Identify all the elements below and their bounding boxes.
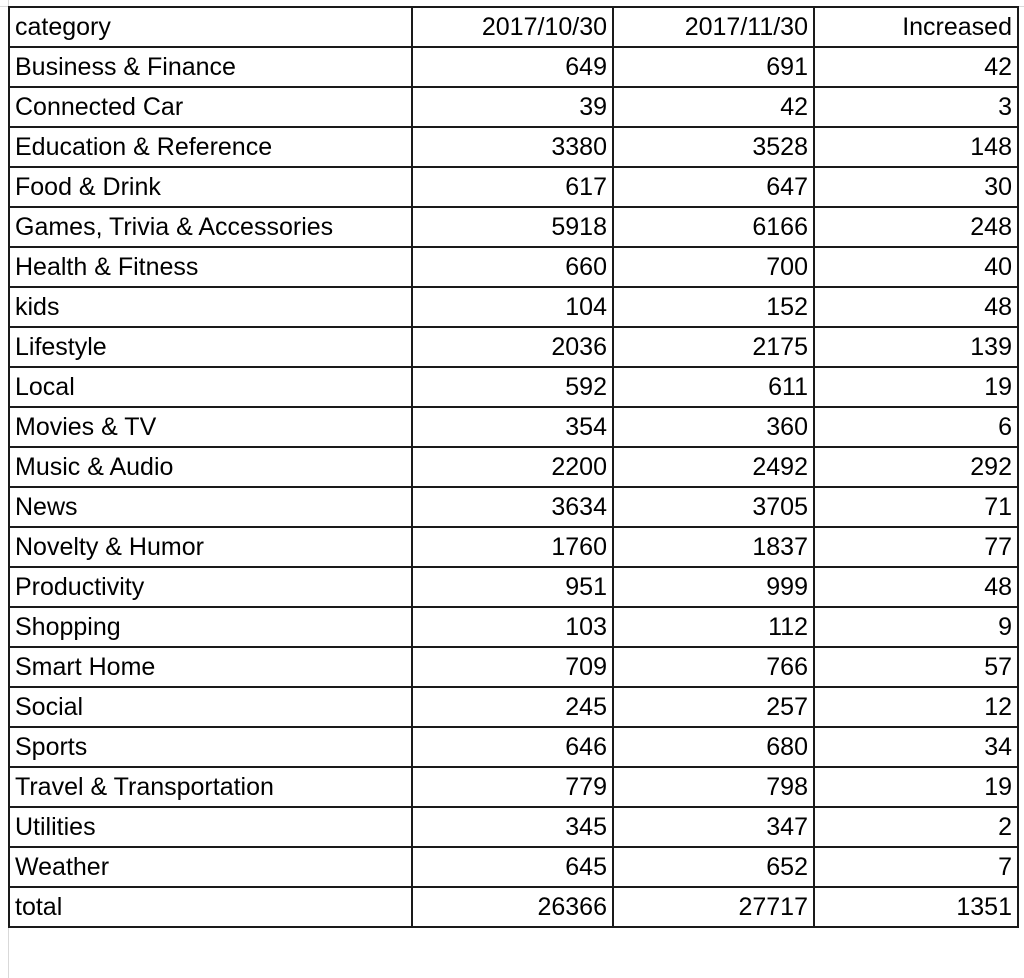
cell-count-2017-11-30[interactable]: 798 [613,767,814,807]
cell-category[interactable]: Smart Home [9,647,412,687]
cell-count-2017-11-30[interactable]: 360 [613,407,814,447]
cell-category[interactable]: Connected Car [9,87,412,127]
cell-count-2017-10-30[interactable]: 617 [412,167,613,207]
header-row [9,7,1018,47]
cell-increased[interactable]: 3 [814,87,1018,127]
table-row [9,247,1018,287]
table-row [9,847,1018,887]
cell-count-2017-11-30[interactable]: 700 [613,247,814,287]
cell-increased[interactable]: 77 [814,527,1018,567]
cell-category[interactable]: Local [9,367,412,407]
table-row [9,407,1018,447]
cell-increased[interactable]: 42 [814,47,1018,87]
table-row [9,887,1018,927]
cell-increased[interactable]: 9 [814,607,1018,647]
table-row [9,607,1018,647]
cell-category[interactable]: Utilities [9,807,412,847]
cell-count-2017-10-30[interactable]: 2036 [412,327,613,367]
table-body [9,47,1018,927]
header-cell-date-1[interactable]: 2017/10/30 [412,7,613,47]
cell-count-2017-10-30[interactable]: 779 [412,767,613,807]
cell-category[interactable]: Weather [9,847,412,887]
table-row [9,327,1018,367]
cell-category[interactable]: Social [9,687,412,727]
cell-category[interactable]: kids [9,287,412,327]
cell-count-2017-11-30[interactable]: 2175 [613,327,814,367]
cell-count-2017-10-30[interactable]: 354 [412,407,613,447]
cell-category[interactable]: Music & Audio [9,447,412,487]
cell-count-2017-11-30[interactable]: 1837 [613,527,814,567]
table-row [9,767,1018,807]
cell-count-2017-11-30[interactable]: 3528 [613,127,814,167]
header-cell-date-2[interactable]: 2017/11/30 [613,7,814,47]
cell-count-2017-10-30[interactable]: 649 [412,47,613,87]
cell-count-2017-11-30[interactable]: 2492 [613,447,814,487]
cell-count-2017-11-30[interactable]: 152 [613,287,814,327]
table-row [9,527,1018,567]
table-row [9,47,1018,87]
cell-increased[interactable]: 19 [814,767,1018,807]
cell-count-2017-11-30[interactable]: 257 [613,687,814,727]
cell-increased[interactable]: 40 [814,247,1018,287]
cell-category[interactable]: Productivity [9,567,412,607]
table-row [9,447,1018,487]
cell-count-2017-10-30[interactable]: 5918 [412,207,613,247]
cell-count-2017-10-30[interactable]: 345 [412,807,613,847]
cell-count-2017-11-30[interactable]: 112 [613,607,814,647]
cell-count-2017-11-30[interactable]: 347 [613,807,814,847]
cell-increased[interactable]: 12 [814,687,1018,727]
cell-increased[interactable]: 248 [814,207,1018,247]
cell-count-2017-11-30[interactable]: 999 [613,567,814,607]
cell-count-2017-10-30[interactable]: 3634 [412,487,613,527]
cell-increased[interactable]: 1351 [814,887,1018,927]
cell-category[interactable]: Travel & Transportation [9,767,412,807]
cell-increased[interactable]: 139 [814,327,1018,367]
header-cell-increased[interactable]: Increased [814,7,1018,47]
cell-count-2017-10-30[interactable]: 104 [412,287,613,327]
cell-increased[interactable]: 6 [814,407,1018,447]
header-cell-category[interactable]: category [9,7,412,47]
cell-increased[interactable]: 57 [814,647,1018,687]
cell-increased[interactable]: 30 [814,167,1018,207]
table-row [9,127,1018,167]
cell-category[interactable]: Lifestyle [9,327,412,367]
cell-increased[interactable]: 7 [814,847,1018,887]
cell-count-2017-10-30[interactable]: 2200 [412,447,613,487]
cell-count-2017-10-30[interactable]: 1760 [412,527,613,567]
cell-count-2017-10-30[interactable]: 951 [412,567,613,607]
cell-category[interactable]: News [9,487,412,527]
cell-category[interactable]: Novelty & Humor [9,527,412,567]
cell-count-2017-11-30[interactable]: 3705 [613,487,814,527]
cell-category[interactable]: Movies & TV [9,407,412,447]
cell-category[interactable]: Sports [9,727,412,767]
cell-increased[interactable]: 2 [814,807,1018,847]
cell-category[interactable]: Shopping [9,607,412,647]
table-row [9,647,1018,687]
cell-count-2017-10-30[interactable]: 39 [412,87,613,127]
cell-count-2017-11-30[interactable]: 6166 [613,207,814,247]
cell-count-2017-10-30[interactable]: 646 [412,727,613,767]
table-row [9,687,1018,727]
table-row [9,287,1018,327]
cell-count-2017-11-30[interactable]: 42 [613,87,814,127]
cell-increased[interactable]: 71 [814,487,1018,527]
cell-increased[interactable]: 34 [814,727,1018,767]
table-row [9,487,1018,527]
table-row [9,87,1018,127]
cell-count-2017-11-30[interactable]: 27717 [613,887,814,927]
category-count-table [8,6,1019,928]
cell-increased[interactable]: 292 [814,447,1018,487]
cell-count-2017-10-30[interactable]: 709 [412,647,613,687]
cell-count-2017-10-30[interactable]: 245 [412,687,613,727]
cell-count-2017-10-30[interactable]: 26366 [412,887,613,927]
table-row [9,727,1018,767]
cell-count-2017-11-30[interactable]: 766 [613,647,814,687]
cell-count-2017-10-30[interactable]: 660 [412,247,613,287]
cell-category[interactable]: total [9,887,412,927]
cell-category[interactable]: Business & Finance [9,47,412,87]
cell-count-2017-11-30[interactable]: 652 [613,847,814,887]
cell-increased[interactable]: 48 [814,567,1018,607]
cell-increased[interactable]: 148 [814,127,1018,167]
cell-count-2017-11-30[interactable]: 647 [613,167,814,207]
cell-count-2017-10-30[interactable]: 103 [412,607,613,647]
cell-category[interactable]: Games, Trivia & Accessories [9,207,412,247]
cell-count-2017-10-30[interactable]: 592 [412,367,613,407]
cell-count-2017-10-30[interactable]: 645 [412,847,613,887]
cell-increased[interactable]: 19 [814,367,1018,407]
cell-count-2017-11-30[interactable]: 680 [613,727,814,767]
cell-category[interactable]: Health & Fitness [9,247,412,287]
cell-category[interactable]: Education & Reference [9,127,412,167]
table-row [9,207,1018,247]
cell-count-2017-11-30[interactable]: 611 [613,367,814,407]
table-row [9,167,1018,207]
cell-increased[interactable]: 48 [814,287,1018,327]
table-row [9,807,1018,847]
cell-count-2017-10-30[interactable]: 3380 [412,127,613,167]
cell-category[interactable]: Food & Drink [9,167,412,207]
table-row [9,367,1018,407]
table-row [9,567,1018,607]
cell-count-2017-11-30[interactable]: 691 [613,47,814,87]
